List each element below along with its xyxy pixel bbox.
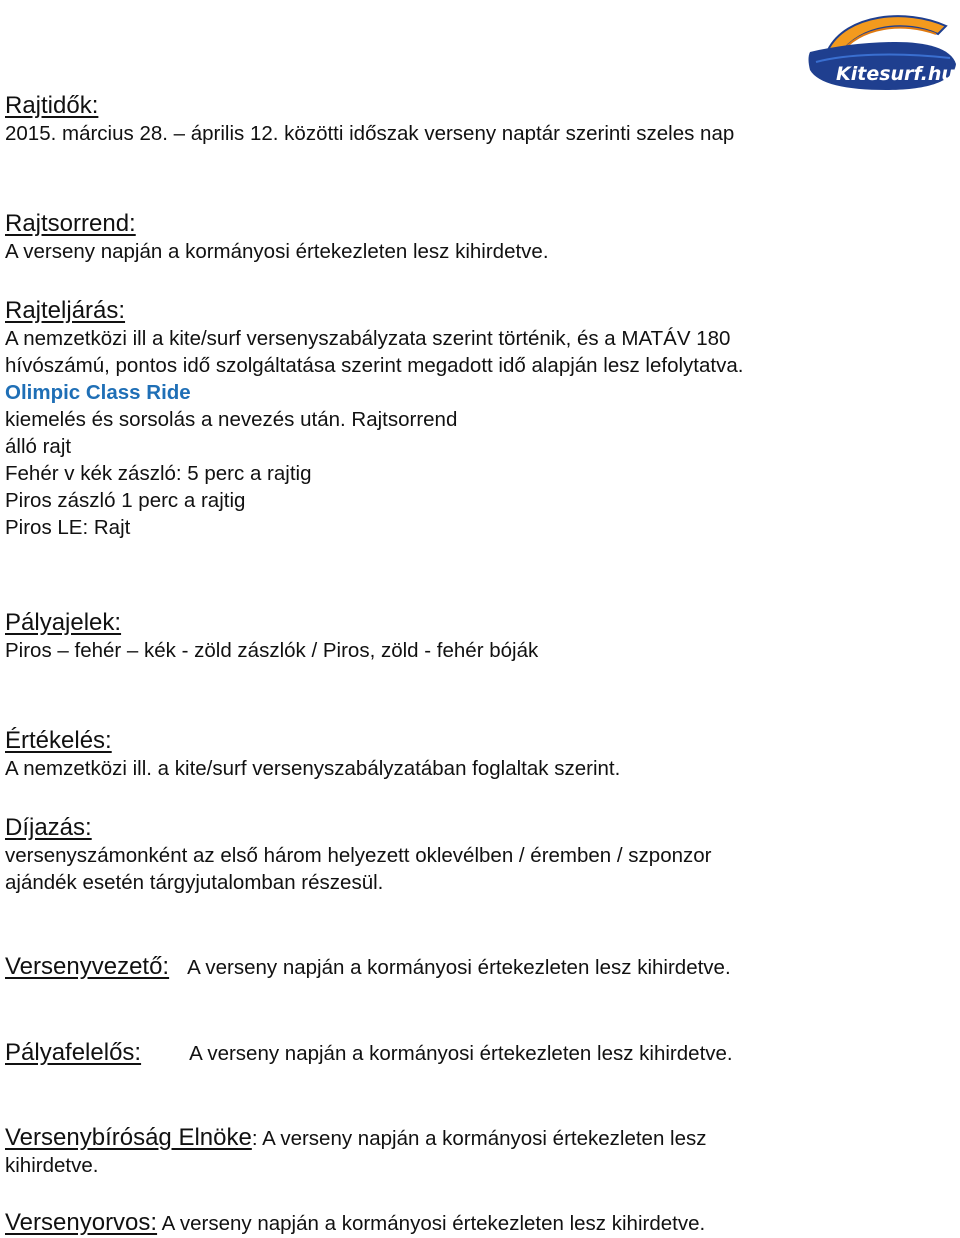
section-rajteljaras (5, 297, 952, 541)
rajteljaras-line1: A nemzetközi ill a kite/surf versenyszabályzata szerint történik, és a MATÁV 180 (5, 327, 731, 350)
rajtsorrend-heading: Rajtsorrend: (5, 210, 136, 237)
elnok-text: A verseny napján a kormányosi értekezleten lesz (257, 1127, 707, 1150)
palyajelek-heading: Pályajelek: (5, 609, 122, 636)
versenyorvos-heading: Versenyorvos: (5, 1209, 158, 1236)
section-ertekeles (5, 727, 952, 782)
palyafelelos-heading: Pályafelelős: (5, 1039, 142, 1066)
dijazas-heading: Díjazás: (5, 814, 92, 841)
section-palyajelek (5, 609, 952, 664)
kitesurf-logo (806, 6, 958, 96)
rajtidok-heading: Rajtidők: (5, 92, 99, 119)
section-dijazas (5, 814, 952, 896)
section-versenyorvos (5, 1209, 952, 1237)
kite-logo-icon (806, 6, 958, 96)
rajtidok-text: 2015. március 28. – április 12. közötti időszak verseny naptár szerinti szeles nap (5, 122, 735, 145)
rajteljaras-line7: Piros LE: Rajt (5, 516, 131, 539)
rajtsorrend-text: A verseny napján a kormányosi értekezleten lesz kihirdetve. (5, 240, 549, 263)
versenyorvos-text: A verseny napján a kormányosi értekezleten lesz kihirdetve. (157, 1212, 706, 1235)
ertekeles-text: A nemzetközi ill. a kite/surf versenyszabályzatában foglaltak szerint. (5, 757, 621, 780)
section-rajtsorrend (5, 210, 952, 265)
dijazas-line1: versenyszámonként az első három helyezett oklevélben / éremben / szponzor (5, 844, 712, 867)
elnok-colon: : (251, 1127, 258, 1150)
elnok-heading: Versenybíróság Elnöke (5, 1124, 252, 1151)
section-palyafelelos (5, 1039, 952, 1067)
palyafelelos-text: A verseny napján a kormányosi értekezleten lesz kihirdetve. (189, 1042, 733, 1065)
section-elnok (5, 1124, 952, 1179)
dijazas-line2: ajándék esetén tárgyjutalomban részesül. (5, 871, 384, 894)
rajteljaras-heading: Rajteljárás: (5, 297, 126, 324)
elnok-text2: kihirdetve. (5, 1154, 99, 1177)
ertekeles-heading: Értékelés: (5, 727, 112, 754)
rajteljaras-line5: Fehér v kék zászló: 5 perc a rajtig (5, 462, 312, 485)
class-ride-label: Olimpic Class Ride (5, 381, 191, 404)
rajteljaras-line2: hívószámú, pontos idő szolgáltatása szerint megadott idő alapján lesz lefolytatva. (5, 354, 744, 377)
section-versenyvezeto (5, 953, 952, 981)
versenyvezeto-text: A verseny napján a kormányosi értekezleten lesz kihirdetve. (187, 956, 731, 979)
versenyvezeto-heading: Versenyvezető: (5, 953, 170, 980)
rajteljaras-line6: Piros zászló 1 perc a rajtig (5, 489, 246, 512)
section-rajtidok (5, 92, 952, 147)
rajteljaras-line3: kiemelés és sorsolás a nevezés után. Rajtsorrend (5, 408, 458, 431)
rajteljaras-line4: álló rajt (5, 435, 72, 458)
logo-text: Kitesurf.hu (836, 63, 955, 85)
palyajelek-text: Piros – fehér – kék - zöld zászlók / Piros, zöld - fehér bóják (5, 639, 539, 662)
